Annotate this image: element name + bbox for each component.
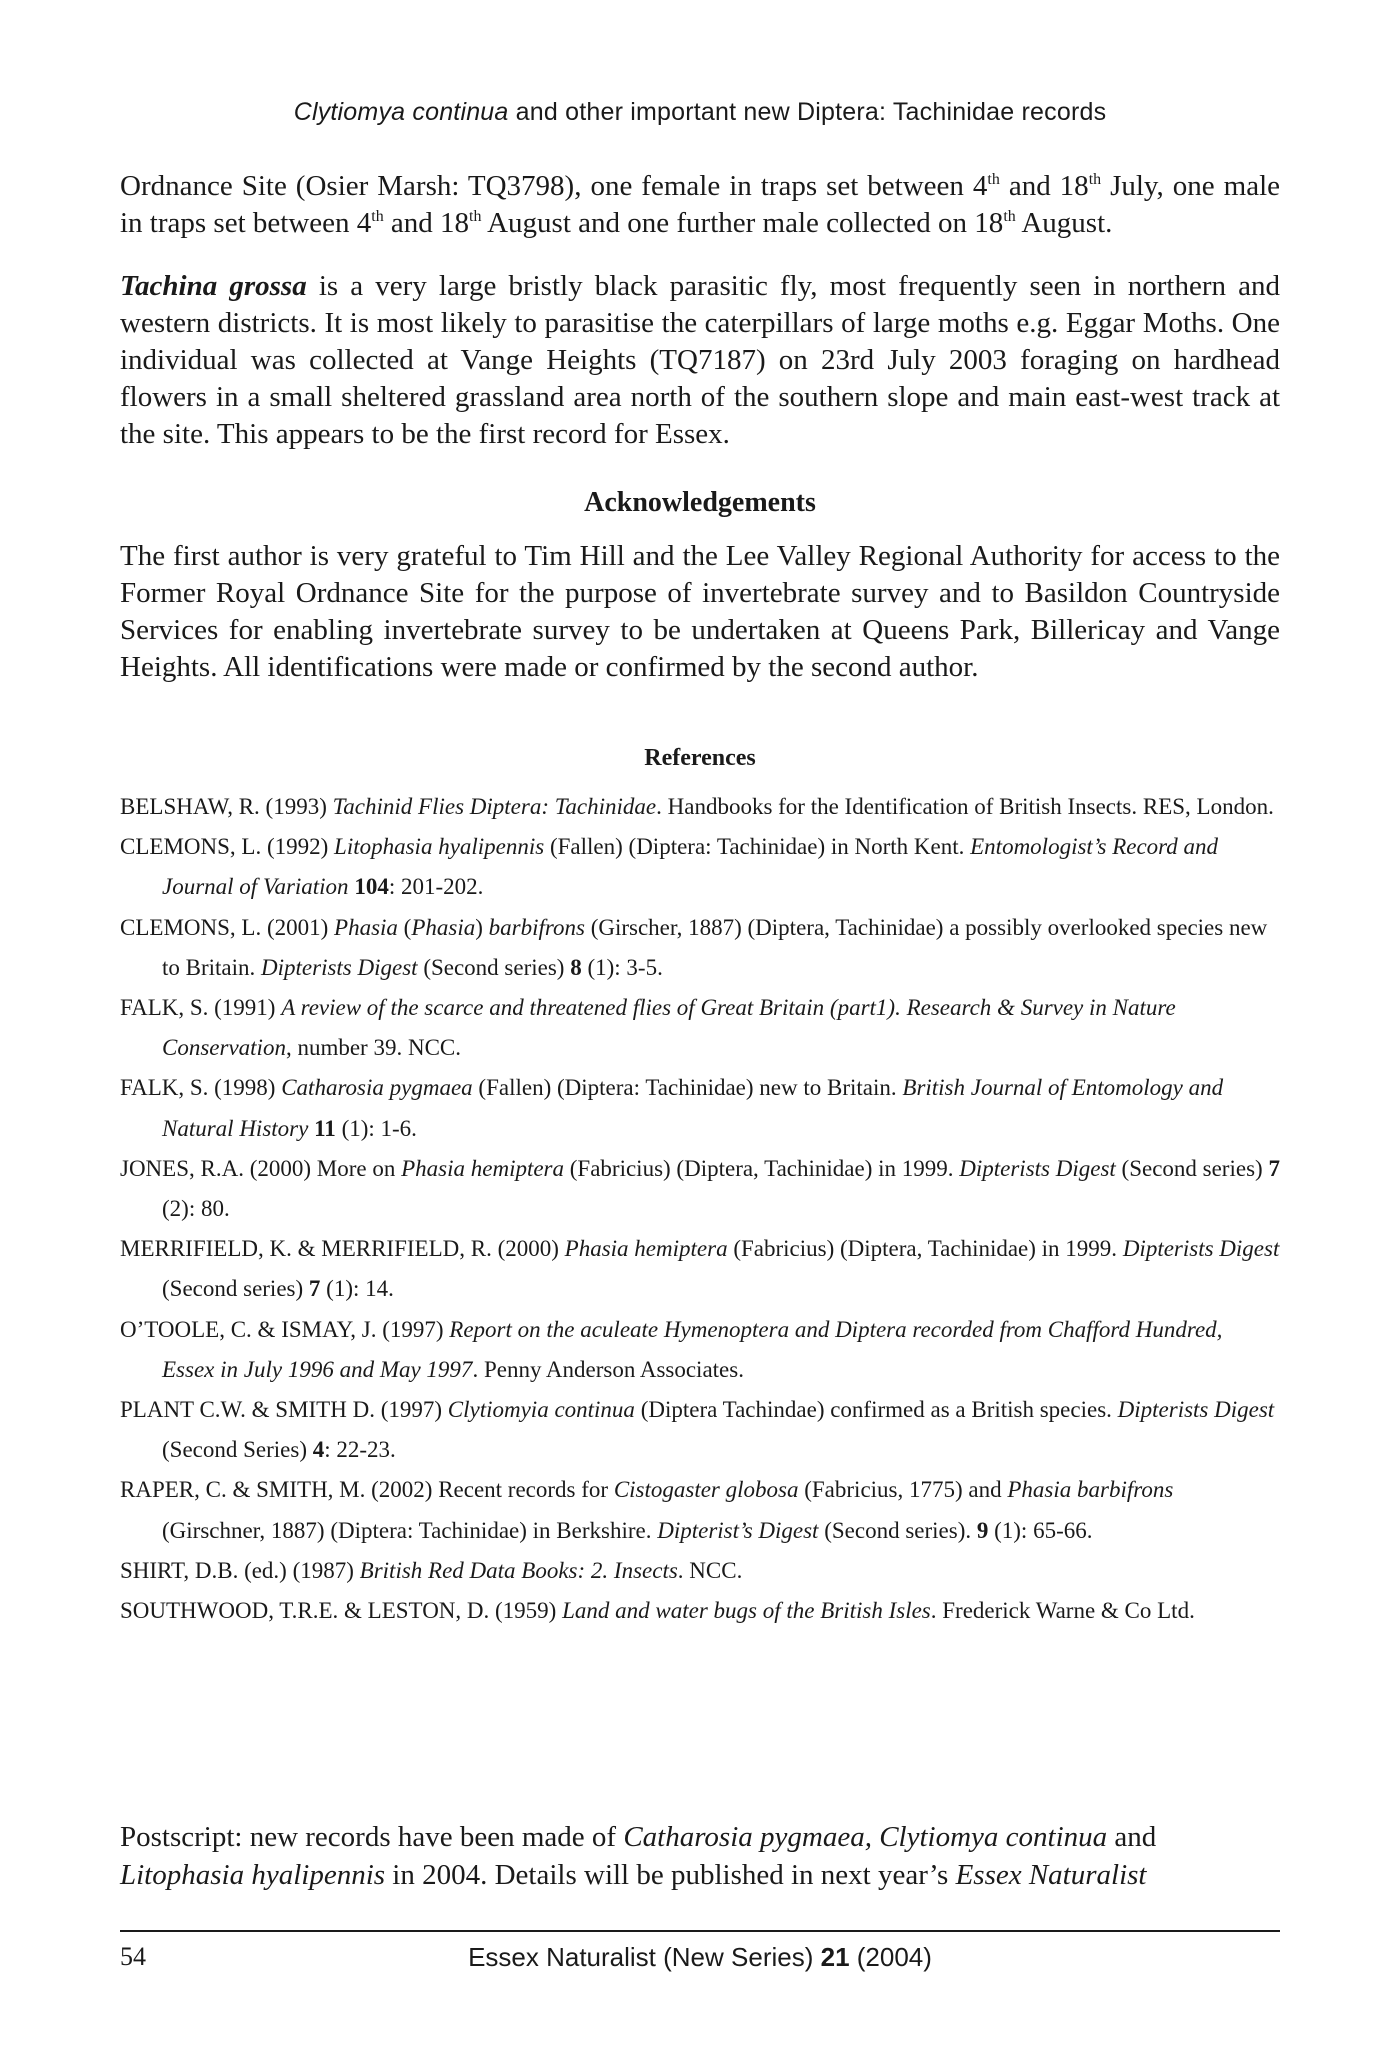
text-run: . NCC. — [677, 1557, 743, 1583]
references-heading: References — [644, 745, 756, 771]
text-run: July, one male in traps set between 4 — [120, 170, 1281, 239]
text-run: Dipterists Digest — [1122, 1236, 1280, 1262]
text-run: (Second series) — [417, 954, 571, 980]
text-run: (1): 65-66. — [988, 1517, 1093, 1543]
text-run: th — [371, 207, 384, 225]
text-run: (Fabricius) (Diptera, Tachinidae) in 1999. — [727, 1236, 1123, 1262]
text-run: (Fabricius, 1775) and — [798, 1477, 1008, 1503]
text-run: . Handbooks for the Identification of British Insects. RES, London. — [656, 794, 1274, 819]
text-run: (Fallen) (Diptera: Tachinidae) new to Britain. — [472, 1075, 903, 1101]
postscript — [120, 1818, 1280, 1894]
text-run: 4 — [312, 1437, 325, 1463]
text-run: 8 — [570, 954, 582, 980]
text-run: RAPER, C. & SMITH, M. (2002) Recent records for — [120, 1477, 614, 1503]
text-run: (Girscher, 1887) (Diptera, Tachinidae) a possibly overlooked species new to Britain. — [162, 914, 1268, 980]
paragraph-osier-marsh — [120, 168, 1280, 242]
reference-item — [120, 1470, 1280, 1550]
text-run: (Fabricius) (Diptera, Tachinidae) in 1999. — [564, 1155, 960, 1181]
text-run: SOUTHWOOD, T.R.E. & LESTON, D. (1959) — [120, 1598, 563, 1624]
text-run: (Second series) — [1115, 1155, 1269, 1181]
text-run: British Red Data Books: 2. Insects — [359, 1557, 678, 1583]
text-run: , number 39. NCC. — [285, 1035, 462, 1061]
text-run: (Second Series) — [162, 1437, 313, 1463]
text-run: Litophasia hyalipennis — [334, 834, 545, 860]
journal-volume: 21 — [820, 1942, 850, 1972]
text-run: barbifrons — [488, 914, 585, 940]
page-number: 54 — [120, 1942, 146, 1971]
running-head-text: and other important new Diptera: Tachinidae records — [508, 98, 1107, 126]
reference-item — [120, 1149, 1280, 1229]
text-run: ( — [397, 914, 412, 940]
text-run: Phasia hemiptera — [564, 1236, 728, 1262]
text-run: Cistogaster globosa — [613, 1477, 799, 1503]
text-run: FALK, S. (1998) — [120, 1075, 282, 1101]
text-run: Report on the aculeate Hymenoptera and Diptera recorded from Chafford Hundred, Essex in July 1996 and May 1997 — [162, 1316, 1223, 1382]
text-run: th — [1003, 207, 1016, 225]
text-run: O’TOOLE, C. & ISMAY, J. (1997) — [120, 1316, 450, 1342]
text-run: (Diptera Tachindae) confirmed as a British species. — [634, 1397, 1118, 1423]
text-run: (Fallen) (Diptera: Tachinidae) in North Kent. — [544, 834, 971, 860]
text-run: Land and water bugs of the British Isles — [562, 1598, 931, 1624]
text-run: in 2004. Details will be published in next year’s — [385, 1859, 956, 1891]
text-run: th — [469, 207, 482, 225]
text-run: (Second series). — [818, 1517, 977, 1543]
text-run: Catharosia pygmaea, Clytiomya continua — [623, 1821, 1108, 1853]
reference-item — [120, 1551, 1280, 1591]
text-run: A review of the scarce and threatened flies of Great Britain (part1). Research & Survey in Nature Conservation — [162, 995, 1176, 1061]
text-run: 9 — [976, 1517, 989, 1543]
reference-item — [120, 908, 1280, 988]
text-run: FALK, S. (1991) — [120, 995, 282, 1021]
text-run: Entomologist’s Record and Journal of Variation — [162, 834, 1219, 900]
text-run: : 22-23. — [324, 1437, 396, 1463]
text-run: 7 — [308, 1276, 321, 1302]
text-run: (2): 80. — [162, 1196, 230, 1222]
text-run: Dipterists Digest — [1117, 1397, 1275, 1423]
text-run: August. — [1015, 207, 1113, 239]
text-run: Phasia — [334, 914, 398, 940]
text-run: Ordnance Site (Osier Marsh: TQ3798), one female in traps set between 4 — [120, 170, 988, 202]
text-run: CLEMONS, L. (2001) — [120, 914, 335, 940]
text-run: (1): 1-6. — [335, 1115, 417, 1141]
acknowledgements-heading: Acknowledgements — [584, 487, 816, 518]
text-run: : 201-202. — [388, 874, 484, 900]
text-run: Phasia — [411, 914, 476, 940]
reference-item — [120, 1068, 1280, 1148]
text-run: and 18 — [383, 207, 470, 239]
text-run: ) — [475, 914, 489, 940]
text-run: 7 — [1268, 1155, 1280, 1181]
text-run: Dipterist’s Digest — [657, 1517, 819, 1543]
text-run: CLEMONS, L. (1992) — [120, 834, 335, 860]
text-run: Essex Naturalist — [955, 1859, 1147, 1891]
text-run: th — [987, 170, 1000, 188]
reference-item — [120, 1229, 1280, 1309]
text-run: Catharosia pygmaea — [281, 1075, 473, 1101]
text-run: JONES, R.A. (2000) More on — [120, 1155, 402, 1181]
text-run: Litophasia hyalipennis — [120, 1859, 386, 1891]
text-run: 11 — [314, 1115, 336, 1141]
reference-item — [120, 1310, 1280, 1390]
text-run: . Penny Anderson Associates. — [472, 1356, 744, 1382]
text-run: Dipterists Digest — [261, 954, 418, 980]
text-run: th — [1088, 170, 1102, 188]
text-run: Phasia hemiptera — [401, 1155, 565, 1181]
text-run: Phasia barbifrons — [1007, 1477, 1174, 1503]
text-run: Postscript: new records have been made of — [120, 1821, 624, 1853]
paragraph-tachina-grossa — [120, 268, 1280, 453]
journal-name: Essex Naturalist (New Series) — [468, 1942, 821, 1972]
text-run: (1): 14. — [320, 1276, 394, 1302]
text-run: British Journal of Entomology and Natural History — [162, 1075, 1224, 1141]
text-run: Tachinid Flies Diptera: Tachinidae — [332, 794, 657, 819]
reference-item — [120, 988, 1280, 1068]
text-run: 104 — [354, 874, 389, 900]
reference-item — [120, 1390, 1280, 1470]
text-run: SHIRT, D.B. (ed.) (1987) — [120, 1557, 360, 1583]
text-run: PLANT C.W. & SMITH D. (1997) — [120, 1397, 448, 1423]
text-run: and — [1107, 1821, 1157, 1853]
text-run: BELSHAW, R. (1993) — [120, 794, 333, 819]
references-list — [120, 787, 1280, 1631]
text-run: MERRIFIELD, K. & MERRIFIELD, R. (2000) — [120, 1236, 565, 1262]
acknowledgements-body: The first author is very grateful to Tim Hill and the Lee Valley Regional Authority for access to the Former Royal Ordnance Site for the purpose of invertebrate survey and to Basildon Countryside Services for enabling invertebrate survey to be undertaken at Queens Park, Billericay and Vange Heights. All identifications were made or confirmed by the second author. — [120, 540, 1280, 683]
text-run: and 18 — [999, 170, 1089, 202]
text-run: Tachina grossa — [120, 270, 307, 302]
text-run: (Girschner, 1887) (Diptera: Tachinidae) in Berkshire. — [162, 1517, 658, 1543]
reference-item — [120, 1591, 1280, 1631]
footer-rule — [120, 1930, 1280, 1932]
journal-citation — [0, 1942, 1400, 1973]
text-run: Clytiomyia continua — [447, 1397, 635, 1423]
running-head-species: Clytiomya continua — [293, 98, 509, 126]
reference-item — [120, 827, 1280, 907]
running-head — [0, 98, 1400, 127]
text-run: . Frederick Warne & Co Ltd. — [930, 1598, 1195, 1624]
reference-item — [120, 787, 1280, 827]
text-run: (Second series) — [162, 1276, 309, 1302]
text-run: Dipterists Digest — [959, 1155, 1116, 1181]
text-run: August and one further male collected on 18 — [481, 207, 1004, 239]
text-run: is a very large bristly black parasitic fly, most frequently seen in northern and western districts. It is most likely to parasitise the caterpillars of large moths e.g. Eggar Moths. One individual was collected at Vange Heights (TQ7187) on 23rd July 2003 foraging on hardhead flowers in a small sheltered grassland area north of the southern slope and main east-west track at the site. This appears to be the first record for Essex. — [120, 270, 1280, 450]
journal-year: (2004) — [849, 1942, 932, 1972]
text-run: (1): 3-5. — [581, 954, 663, 980]
